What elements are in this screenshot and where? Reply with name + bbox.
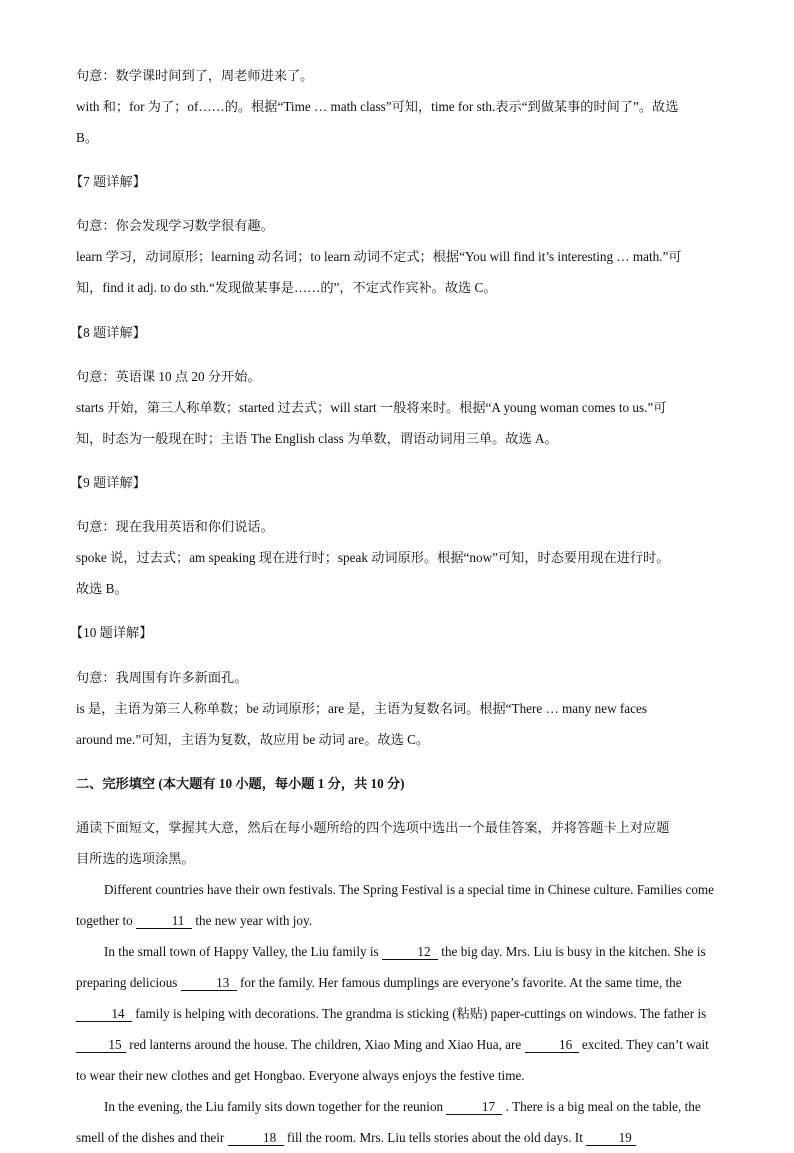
text-line: 句意：英语课 10 点 20 分开始。	[76, 368, 261, 384]
passage-paragraph-1	[76, 874, 718, 936]
instruction-line: 通读下面短文，掌握其大意，然后在每小题所给的四个选项中选出一个最佳答案，并将答题卡上对应题	[76, 819, 670, 835]
passage-text: the big day. Mrs. Liu is busy in the kitchen. She is preparing delicious	[76, 943, 706, 990]
text-line: learn 学习，动词原形；learning 动名词；to learn 动词不定式；根据“You will find it’s interesting … math.”可	[76, 249, 682, 265]
text-line: starts 开始，第三人称单数；started 过去式；will start 一般将来时。根据“A young woman comes to us.”可	[76, 399, 667, 415]
passage-text: . There is a big meal on the table, the smell of the dishes and their	[76, 1098, 701, 1145]
text-line: 故选 B。	[76, 581, 128, 597]
instruction-line: 目所选的选项涂黑。	[76, 850, 195, 866]
blank-14: 14	[76, 1006, 132, 1022]
blank-11: 11	[136, 913, 192, 929]
passage-text: family is helping with decorations. The grandma is sticking (粘贴) paper-cuttings on windows. The father is	[132, 1005, 707, 1021]
blank-12: 12	[382, 944, 438, 960]
text-line: is 是，主语为第三人称单数；be 动词原形；are 是，主语为复数名词。根据“There … many new faces	[76, 700, 647, 716]
passage-text: red lanterns around the house. The children, Xiao Ming and Xiao Hua, are	[126, 1036, 525, 1052]
blank-13: 13	[181, 975, 237, 991]
document-page	[70, 60, 718, 1153]
question-heading-7: 【7 题详解】	[70, 174, 146, 190]
section-title: 二、完形填空 (本大题有 10 小题，每小题 1 分，共 10 分)	[76, 775, 405, 791]
passage-text: Different countries have their own festivals. The Spring Festival is a special time in Chinese culture. Families come together to	[76, 881, 715, 928]
text-line: spoke 说，过去式；am speaking 现在进行时；speak 动词原形。根据“now”可知，时态要用现在进行时。	[76, 550, 670, 566]
blank-18: 18	[228, 1130, 284, 1146]
text-line: 知，时态为一般现在时；主语 The English class 为单数，谓语动词用三单。故选 A。	[76, 430, 558, 446]
text-line: around me.”可知，主语为复数，故应用 be 动词 are。故选 C。	[76, 731, 430, 747]
passage-text: excited. They can’t wait to wear their new clothes and get Hongbao. Everyone always enjoys the festive time.	[76, 1036, 709, 1083]
blank-17: 17	[446, 1099, 502, 1115]
question-heading-9: 【9 题详解】	[70, 474, 146, 490]
text-line: 句意：数学课时间到了，周老师进来了。	[76, 68, 314, 83]
passage-text: the new year with joy.	[192, 912, 313, 928]
passage-paragraph-3	[76, 1091, 718, 1153]
text-line: 知，find it adj. to do sth.“发现做某事是……的”，不定式作宾补。故选 C。	[76, 280, 497, 296]
blank-16: 16	[525, 1037, 579, 1053]
passage-text: fill the room. Mrs. Liu tells stories about the old days. It	[283, 1129, 587, 1145]
passage-text: for the family. Her famous dumplings are everyone’s favorite. At the same time, the	[236, 974, 682, 990]
blank-15: 15	[76, 1037, 126, 1053]
blank-19: 19	[586, 1130, 636, 1146]
text-line: 句意：我周围有许多新面孔。	[76, 669, 248, 685]
text-line: 句意：现在我用英语和你们说话。	[76, 519, 274, 535]
passage-text: In the evening, the Liu family sits down together for the reunion	[104, 1098, 447, 1114]
text-line: with 和；for 为了；of……的。根据“Time … math class”可知，time for sth.表示“到做某事的时间了”。故选	[76, 99, 679, 114]
passage-text: In the small town of Happy Valley, the Liu family is	[104, 943, 382, 959]
text-line: B。	[76, 130, 98, 145]
question-heading-8: 【8 题详解】	[70, 324, 146, 340]
passage-paragraph-2	[76, 936, 718, 1091]
question-heading-10: 【10 题详解】	[70, 625, 153, 641]
text-line: 句意：你会发现学习数学很有趣。	[76, 218, 274, 234]
